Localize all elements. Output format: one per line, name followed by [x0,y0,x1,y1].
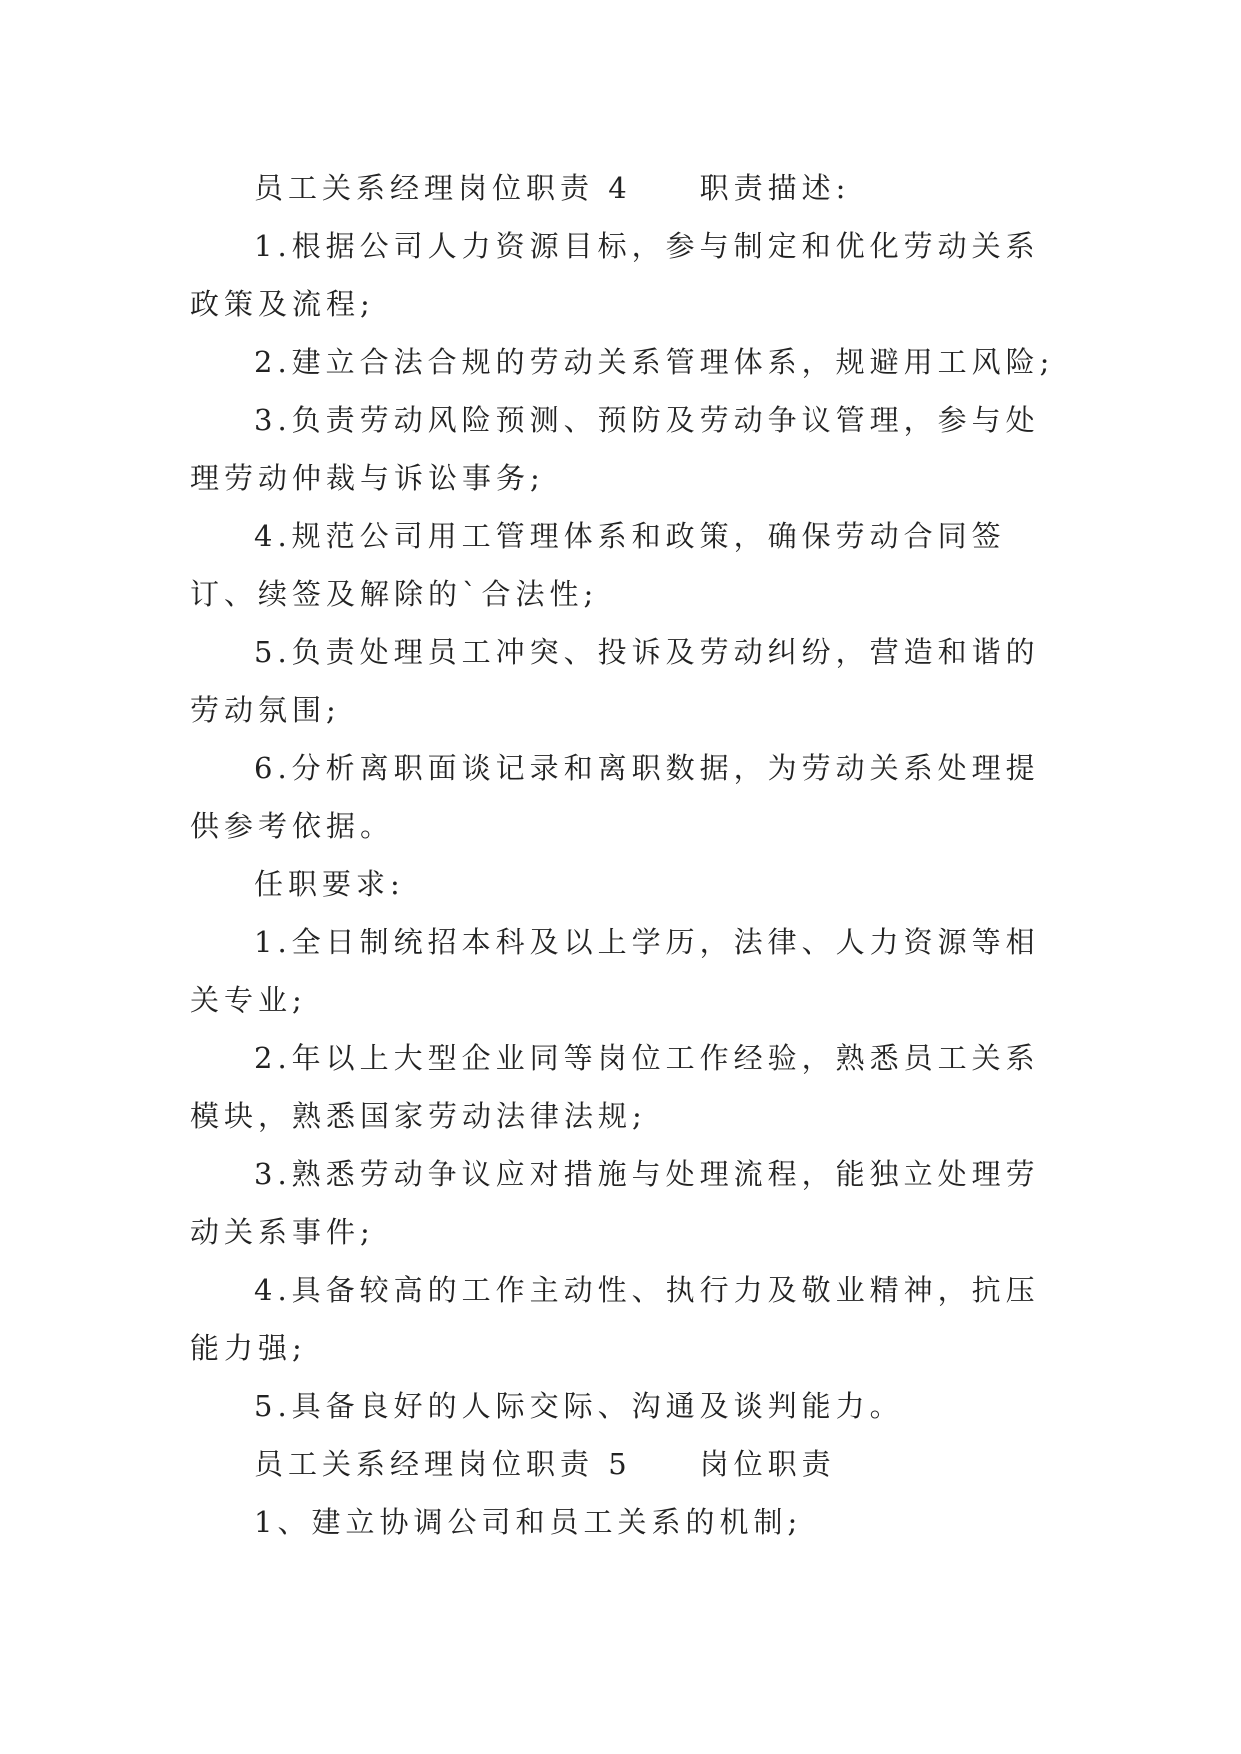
paragraph: 5.负责处理员工冲突、投诉及劳动纠纷，营造和谐的劳动氛围; [190,635,1040,727]
paragraph-requirements-heading: 任职要求: [254,867,405,901]
paragraph: 2.建立合法合规的劳动关系管理体系，规避用工风险; [254,345,1055,379]
paragraph: 1.全日制统招本科及以上学历，法律、人力资源等相关专业; [190,925,1040,1017]
document-body [190,159,1070,1551]
paragraph: 4.规范公司用工管理体系和政策，确保劳动合同签订、续签及解除的`合法性; [190,519,1006,611]
paragraph: 5.具备良好的人际交际、沟通及谈判能力。 [254,1389,904,1423]
paragraph: 6.分析离职面谈记录和离职数据，为劳动关系处理提供参考依据。 [190,751,1040,843]
paragraph: 3.熟悉劳动争议应对措施与处理流程，能独立处理劳动关系事件; [190,1157,1040,1249]
paragraph: 4.具备较高的工作主动性、执行力及敬业精神，抗压能力强; [190,1273,1040,1365]
paragraph: 1、建立协调公司和员工关系的机制; [254,1505,803,1539]
paragraph: 2.年以上大型企业同等岗位工作经验，熟悉员工关系模块，熟悉国家劳动法律法规; [190,1041,1040,1133]
paragraph-heading-5: 员工关系经理岗位职责 5 岗位职责 [254,1447,836,1481]
paragraph: 1.根据公司人力资源目标，参与制定和优化劳动关系政策及流程; [190,229,1040,321]
paragraph-heading-4: 员工关系经理岗位职责 4 职责描述: [254,171,851,205]
paragraph: 3.负责劳动风险预测、预防及劳动争议管理，参与处理劳动仲裁与诉讼事务; [190,403,1040,495]
